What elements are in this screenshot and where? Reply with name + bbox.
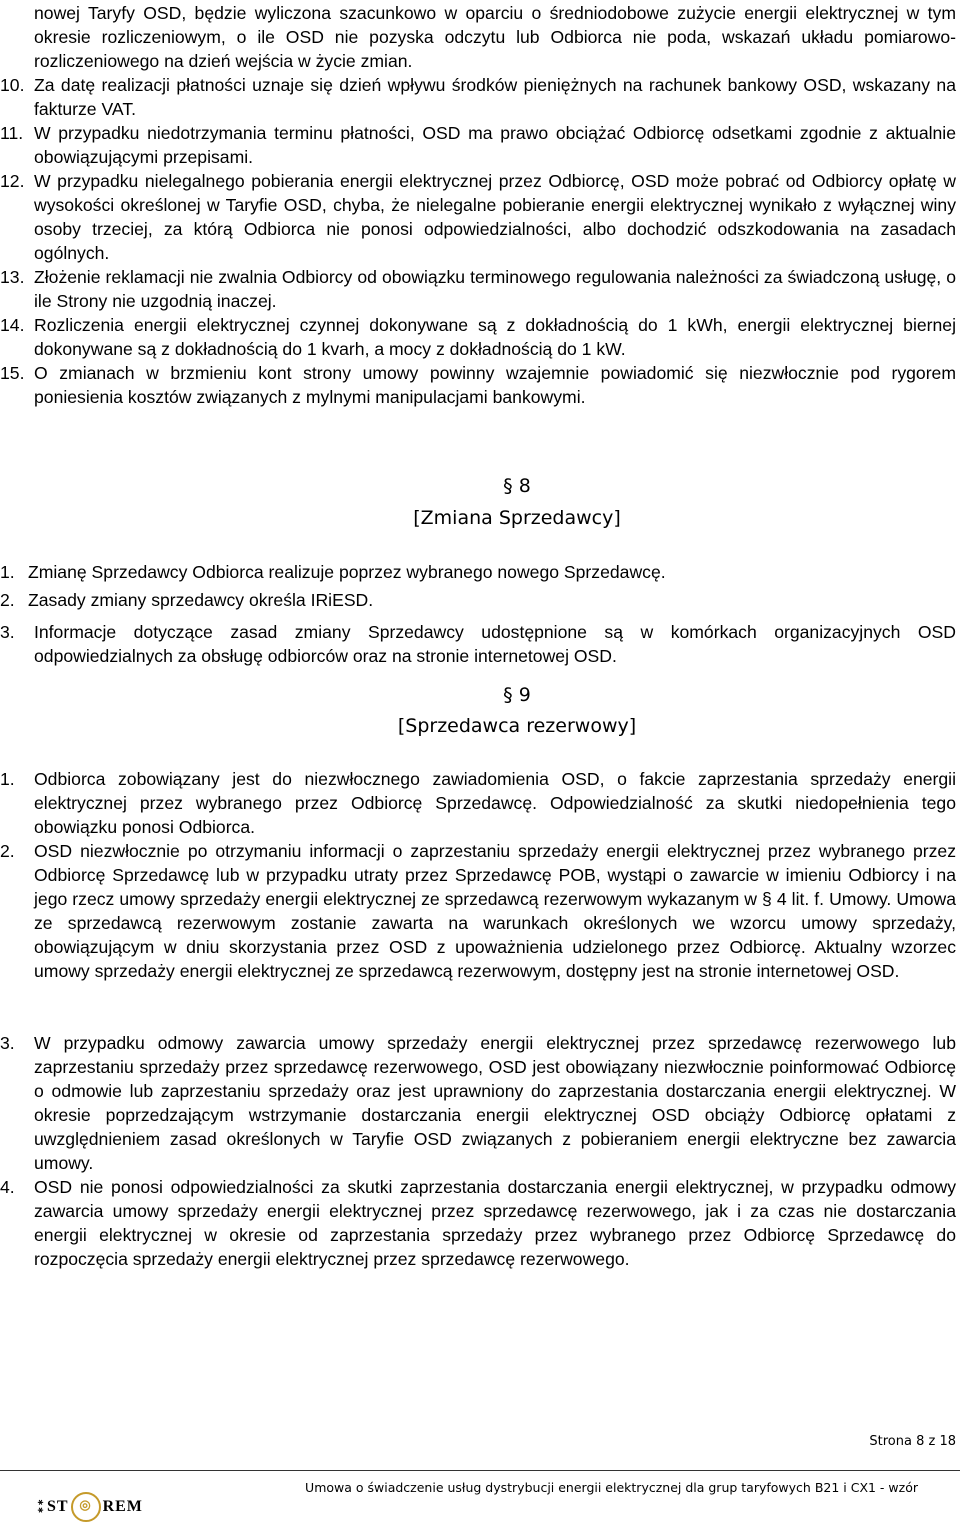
section-8-number: § 8 [503, 475, 531, 497]
item-number: 12. [0, 171, 25, 191]
list-item [0, 122, 956, 170]
item-text: OSD nie ponosi odpowiedzialności za skutki zaprzestania dostarczania energii elektrycznej, w przypadku odmowy zawarcia umowy sprzedaży energii elektrycznej przez sprzedawcę rezerwowego, jak i za czas nie dostarczania energii elektrycznej w okresie od zaprzestania sprzedaży przez wybranego przez Odbiorcę Sprzedawcę do rozpoczęcia sprzedaży energii elektrycznej przez sprzedawcę rezerwowego. [34, 1177, 956, 1269]
list-item [0, 266, 956, 314]
payment-terms-list [0, 74, 956, 410]
item-text: Zasady zmiany sprzedawcy określa IRiESD. [28, 590, 374, 610]
intro-paragraph [34, 2, 956, 74]
item-text: W przypadku niedotrzymania terminu płatności, OSD ma prawo obciążać Odbiorcę odsetkami zgodnie z aktualnie obowiązującymi przepisami. [34, 123, 956, 167]
item-text: Za datę realizacji płatności uznaje się dzień wpływu środków pieniężnych na rachunek bankowy OSD, wskazany na fakturze VAT. [34, 75, 956, 119]
item-number: 10. [0, 75, 25, 95]
list-item [0, 362, 956, 410]
section-9-number: § 9 [503, 684, 531, 706]
logo-mark-icon: ◎ [71, 1492, 101, 1522]
item-number: 14. [0, 315, 25, 335]
item-number: 11. [0, 123, 24, 143]
item-number: 4. [0, 1177, 15, 1197]
list-item [0, 585, 956, 617]
section-8-title: [Zmiana Sprzedawcy] [413, 507, 621, 529]
item-text: O zmianach w brzmieniu kont strony umowy powinny wzajemnie powiadomić się niezwłocznie pod rygorem poniesienia kosztów związanych z mylnymi manipulacjami bankowymi. [34, 363, 956, 407]
item-number: 15. [0, 363, 25, 383]
item-text: Rozliczenia energii elektrycznej czynnej dokonywane są z dokładnością do 1 kWh, energii elektrycznej biernej dokonywane są z dokładnością do 1 kvarh, a mocy z dokładnością do 1 kW. [34, 315, 956, 359]
list-item [0, 1176, 956, 1296]
list-item [0, 617, 956, 673]
footer-document-title: Umowa o świadczenie usług dystrybucji energii elektrycznej dla grup taryfowych B21 i CX1 - wzór [305, 1480, 918, 1495]
intro-text: nowej Taryfy OSD, będzie wyliczona szacunkowo w oparciu o średniodobowe zużycie energii elektrycznej w tym okresie rozliczeniowym, o ile OSD nie pozyska odczytu lub Odbiorca nie poda, wskazań układu pomiarowo-rozliczeniowego na dzień wejścia w życie zmian. [34, 3, 956, 71]
section-9-list [0, 768, 956, 1296]
item-number: 3. [0, 1033, 15, 1053]
item-text: Informacje dotyczące zasad zmiany Sprzedawcy udostępnione są w komórkach organizacyjnych OSD odpowiedzialnych za obsługę odbiorców oraz na stronie internetowej OSD. [34, 622, 956, 666]
item-text: OSD niezwłocznie po otrzymaniu informacji o zaprzestaniu sprzedaży energii elektrycznej przez wybranego przez Odbiorcę Sprzedawcę lub w przypadku utraty przez Sprzedawcę POB, wystąpi o zawarcie w imieniu Odbiorcy i na jego rzecz umowy sprzedaży energii elektrycznej ze sprzedawcą rezerwowym wykazanym w § 4 lit. f. Umowy. Umowa ze sprzedawcą rezerwowym zostanie zawarta na warunkach określonych we wzorcu umowy sprzedaży, obowiązującym w dniu skorzystania przez OSD z upoważnienia udzielonego przez Odbiorcę. Aktualny wzorzec umowy sprzedaży energii elektrycznej ze sprzedawcą rezerwowym, dostępny jest na stronie internetowej OSD. [34, 841, 956, 981]
list-item [0, 561, 956, 585]
list-item [0, 170, 956, 266]
list-item [0, 74, 956, 122]
item-text: W przypadku odmowy zawarcia umowy sprzedaży energii elektrycznej przez sprzedawcę rezerwowego lub zaprzestaniu sprzedaży przez sprzedawcę rezerwowego, OSD jest obowiązany niezwłocznie poinformować Odbiorcę o odmowie lub zaprzestaniu sprzedaży oraz jest uprawniony do zaprzestania dostarczania energii elektrycznej. W okresie poprzedzającym wstrzymanie dostarczania energii elektrycznej OSD obciąży Odbiorcę opłatami z uwzględnieniem zasad określonych w Taryfie OSD związanych z pobieraniem energii elektryczne bez zawarcia umowy. [34, 1033, 956, 1173]
item-text: Zmianę Sprzedawcy Odbiorca realizuje poprzez wybranego nowego Sprzedawcę. [28, 562, 666, 582]
item-number: 1. [0, 769, 15, 789]
item-text: W przypadku nielegalnego pobierania energii elektrycznej przez Odbiorcę, OSD może pobrać od Odbiorcy opłatę w wysokości określonej w Taryfie OSD, chyba, że nielegalne pobieranie energii elektrycznej wynikało z wyłącznej winy osoby trzeciej, za którą Odbiorca nie ponosi odpowiedzialności, albo dochodzić odszkodowania na zasadach ogólnych. [34, 171, 956, 263]
item-number: 13. [0, 267, 25, 287]
company-logo: ∗∗ ST ◎ REM [36, 1492, 158, 1522]
footer-divider [0, 1470, 960, 1471]
list-item [0, 314, 956, 362]
section-8-list [0, 561, 956, 673]
list-item [0, 840, 956, 1032]
list-item [0, 1032, 956, 1176]
item-text: Odbiorca zobowiązany jest do niezwłocznego zawiadomienia OSD, o fakcie zaprzestania sprzedaży energii elektrycznej przez wybranego przez Odbiorcę Sprzedawcę. Odpowiedzialność za skutki niedopełnienia tego obowiązku ponosi Odbiorca. [34, 769, 956, 837]
item-number: 3. [0, 622, 15, 642]
list-item [0, 768, 956, 840]
item-number: 1. [0, 562, 15, 582]
page-number: Strona 8 z 18 [869, 1434, 956, 1449]
item-number: 2. [0, 841, 15, 861]
section-9-title: [Sprzedawca rezerwowy] [397, 715, 637, 737]
item-text: Złożenie reklamacji nie zwalnia Odbiorcy od obowiązku terminowego regulowania należności za świadczoną usługę, o ile Strony nie uzgodnią inaczej. [34, 267, 956, 311]
item-number: 2. [0, 590, 15, 610]
